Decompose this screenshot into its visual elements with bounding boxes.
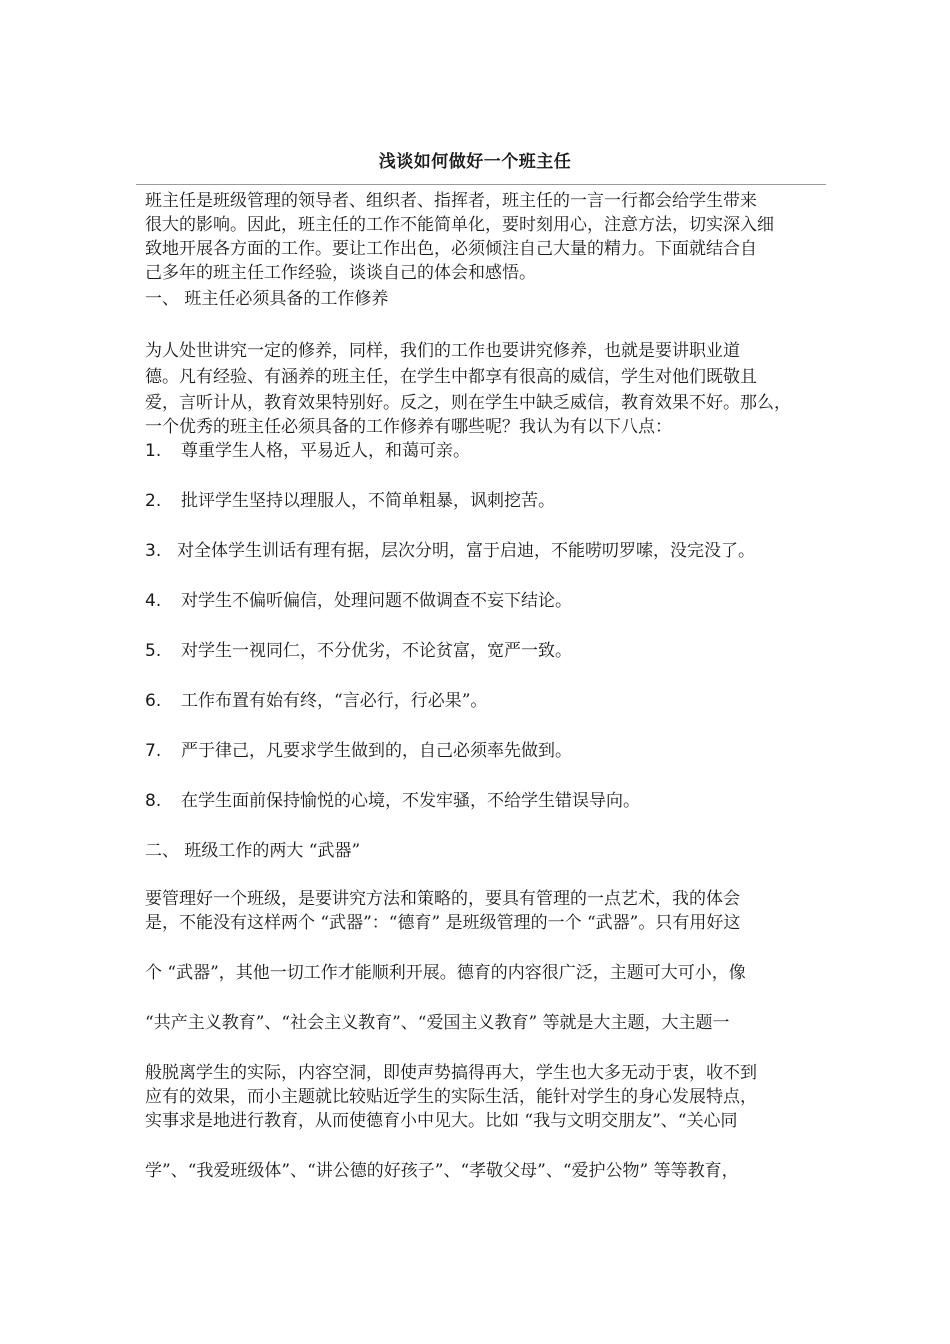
title-divider [136,184,826,185]
list-item-text: 严于律己，凡要求学生做到的，自己必须率先做到。 [181,741,572,761]
list-item [145,740,835,762]
list-item-text: 尊重学生人格，平易近人，和蔼可亲。 [181,441,470,461]
list-item-number: 5. [145,641,162,661]
paragraph-line: 实事求是地进行教育，从而使德育小中见大。比如 “我与文明交朋友”、“关心同 [145,1111,738,1131]
list-item-number: 8. [145,791,162,811]
list-item [145,490,835,512]
section-heading: 二、 班级工作的两大 “武器” [145,841,361,861]
list-item-number: 7. [145,741,162,761]
list-item [145,690,835,712]
paragraph-line: 是，不能没有这样两个 “武器”：“德育” 是班级管理的一个 “武器”。只有用好这 [145,913,741,933]
paragraph-line: 爱，言听计从，教育效果特别好。反之，则在学生中缺乏威信，教育效果不好。那么， [145,393,791,413]
paragraph-line: 要管理好一个班级，是要讲究方法和策略的，要具有管理的一点艺术，我的体会 [145,889,740,909]
list-item-text: 对全体学生训话有理有据，层次分明，富于启迪，不能唠叨罗嗦，没完没了。 [177,541,755,561]
paragraph-line: 一个优秀的班主任必须具备的工作修养有哪些呢？我认为有以下八点： [145,417,672,437]
list-item-number: 2. [145,491,162,511]
section-heading: 一、 班主任必须具备的工作修养 [145,289,389,309]
paragraph-line: 般脱离学生的实际，内容空洞，即使声势搞得再大，学生也大多无动于衷，收不到 [145,1063,757,1083]
intro-line: 致地开展各方面的工作。要让工作出色，必须倾注自己大量的精力。下面就结合自 [145,239,757,259]
list-item-number: 1. [145,441,162,461]
list-item [145,440,835,462]
list-item [145,640,835,662]
list-item [145,590,835,612]
paragraph-line: 德。凡有经验、有涵养的班主任，在学生中都享有很高的威信，学生对他们既敬且 [145,367,757,387]
list-item-text: 对学生一视同仁，不分优劣，不论贫富，宽严一致。 [181,641,572,661]
intro-line: 己多年的班主任工作经验，谈谈自己的体会和感悟。 [145,263,536,283]
list-item-text: 在学生面前保持愉悦的心境，不发牢骚，不给学生错误导向。 [181,791,640,811]
list-item-text: 批评学生坚持以理服人，不简单粗暴，讽刺挖苦。 [181,491,555,511]
paragraph-line: 应有的效果，而小主题就比较贴近学生的实际生活，能针对学生的身心发展特点， [145,1087,757,1107]
list-item-text: 工作布置有始有终，“言必行，行必果”。 [181,691,488,711]
intro-line: 很大的影响。因此，班主任的工作不能简单化，要时刻用心，注意方法，切实深入细 [145,215,774,235]
document-title: 浅谈如何做好一个班主任 [378,152,572,172]
paragraph-line: “共产主义教育”、“社会主义教育”、“爱国主义教育” 等就是大主题，大主题一 [145,1013,730,1033]
list-item-number: 3. [145,541,162,561]
list-item [145,790,835,812]
paragraph-line: 个 “武器”，其他一切工作才能顺利开展。德育的内容很广泛，主题可大可小，像 [145,963,746,983]
list-item [145,540,835,562]
paragraph-line: 为人处世讲究一定的修养，同样，我们的工作也要讲究修养，也就是要讲职业道 [145,341,740,361]
paragraph-line: 学”、“我爱班级体”、“讲公德的好孩子”、“孝敬父母”、“爱护公物” 等等教育， [145,1161,739,1181]
list-item-text: 对学生不偏听偏信，处理问题不做调查不妄下结论。 [181,591,572,611]
intro-line: 班主任是班级管理的领导者、组织者、指挥者，班主任的一言一行都会给学生带来 [145,191,757,211]
list-item-number: 4. [145,591,162,611]
list-item-number: 6. [145,691,162,711]
